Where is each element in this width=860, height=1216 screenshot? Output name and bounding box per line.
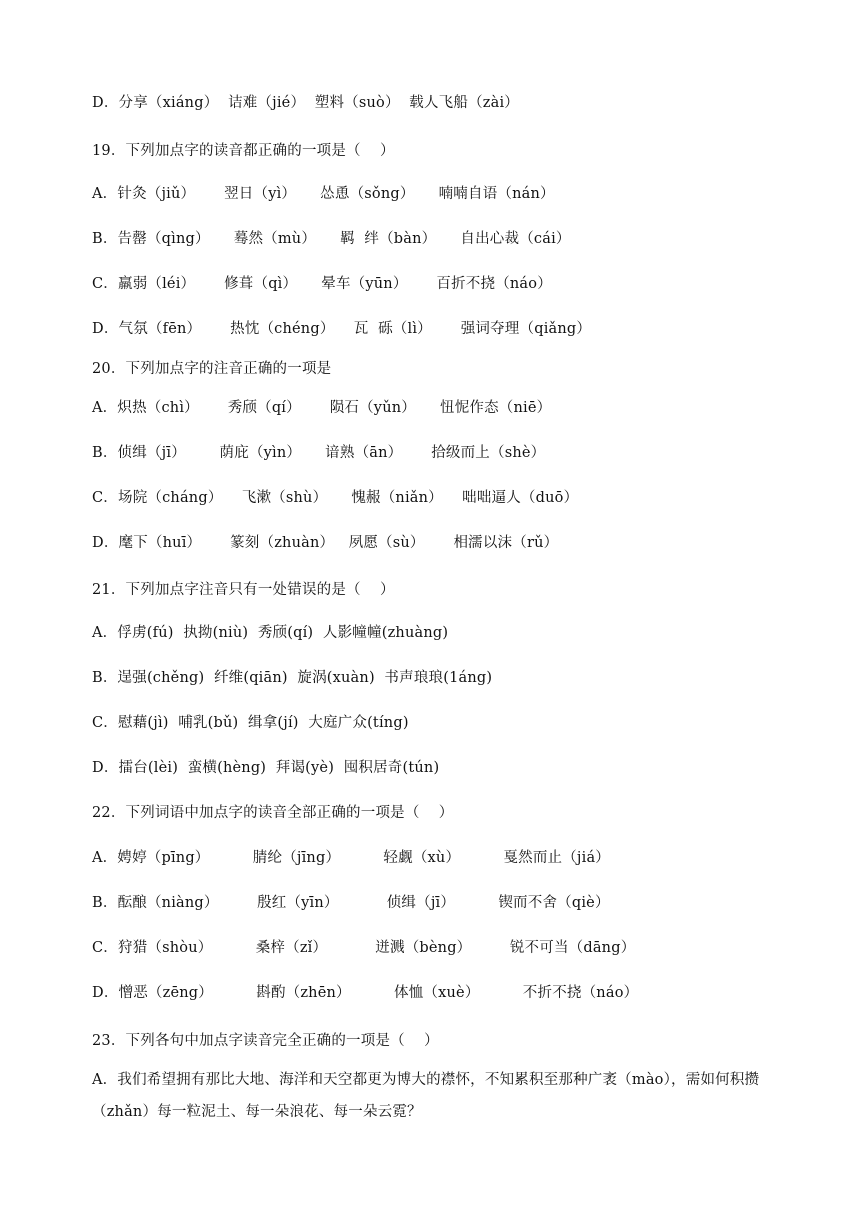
option-c-q20: C．场院（cháng） 飞漱（shù） 愧赧（niǎn） 咄咄逼人（duō） xyxy=(92,490,579,506)
option-d-q22: D．憎恶（zēng） 斟酌（zhēn） 体恤（xuè） 不折不挠（náo） xyxy=(92,985,639,1001)
question-21: 21．下列加点字注音只有一处错误的是（ ） xyxy=(92,582,395,598)
option-a-q21: A．俘虏(fú) 执拗(niù) 秀颀(qí) 人影幢幢(zhuàng) xyxy=(92,625,449,641)
option-b-q21: B．逞强(chěng) 纤维(qiān) 旋涡(xuàn) 书声琅琅(1áng) xyxy=(92,670,493,686)
option-b-q20: B．侦缉（jī） 荫庇（yìn） 谙熟（ān） 拾级而上（shè） xyxy=(92,445,546,461)
option-c-q19: C．羸弱（léi） 修葺（qì） 晕车（yūn） 百折不挠（náo） xyxy=(92,276,552,292)
option-a-q20: A．炽热（chì） 秀颀（qí） 陨石（yǔn） 忸怩作态（niē） xyxy=(92,400,552,416)
question-20: 20．下列加点字的注音正确的一项是 xyxy=(92,361,332,377)
option-d-q18: D．分享（xiáng） 诘难（jié） 塑料（suò） 载人飞船（zài） xyxy=(92,95,520,111)
option-b-q22: B．酝酿（niàng） 殷红（yīn） 侦缉（jī） 锲而不舍（qiè） xyxy=(92,895,610,911)
option-b-q19: B．告罄（qìng） 蓦然（mù） 羁 绊（bàn） 自出心裁（cái） xyxy=(92,231,571,247)
option-a-q19: A．针灸（jiǔ） 翌日（yì） 怂恿（sǒng） 喃喃自语（nán） xyxy=(92,186,555,202)
option-a-q22: A．娉婷（pīng） 腈纶（jīng） 轻觑（xù） 戛然而止（jiá） xyxy=(92,850,611,866)
option-c-q21: C．慰藉(jì) 哺乳(bǔ) 缉拿(jí) 大庭广众(tíng) xyxy=(92,715,409,731)
option-a-q23: A．我们希望拥有那比大地、海洋和天空都更为博大的襟怀，不知累积至那种广袤（mào），需如何积攒（zhǎn）每一粒泥土、每一朵浪花、每一朵云霓？ xyxy=(92,1072,760,1120)
question-22: 22．下列词语中加点字的读音全部正确的一项是（ ） xyxy=(92,805,454,821)
option-d-q20: D．麾下（huī） 篆刻（zhuàn） 夙愿（sù） 相濡以沫（rǔ） xyxy=(92,535,559,551)
question-19: 19．下列加点字的读音都正确的一项是（ ） xyxy=(92,143,395,159)
option-d-q21: D．擂台(lèi) 蛮横(hèng) 拜谒(yè) 囤积居奇(tún) xyxy=(92,760,440,776)
question-23: 23．下列各句中加点字读音完全正确的一项是（ ） xyxy=(92,1033,439,1049)
option-d-q19: D．气氛（fēn） 热忱（chéng） 瓦 砾（lì） 强词夺理（qiǎng） xyxy=(92,321,592,337)
option-c-q22: C．狩猎（shòu） 桑梓（zǐ） 迸溅（bèng） 锐不可当（dāng） xyxy=(92,940,636,956)
